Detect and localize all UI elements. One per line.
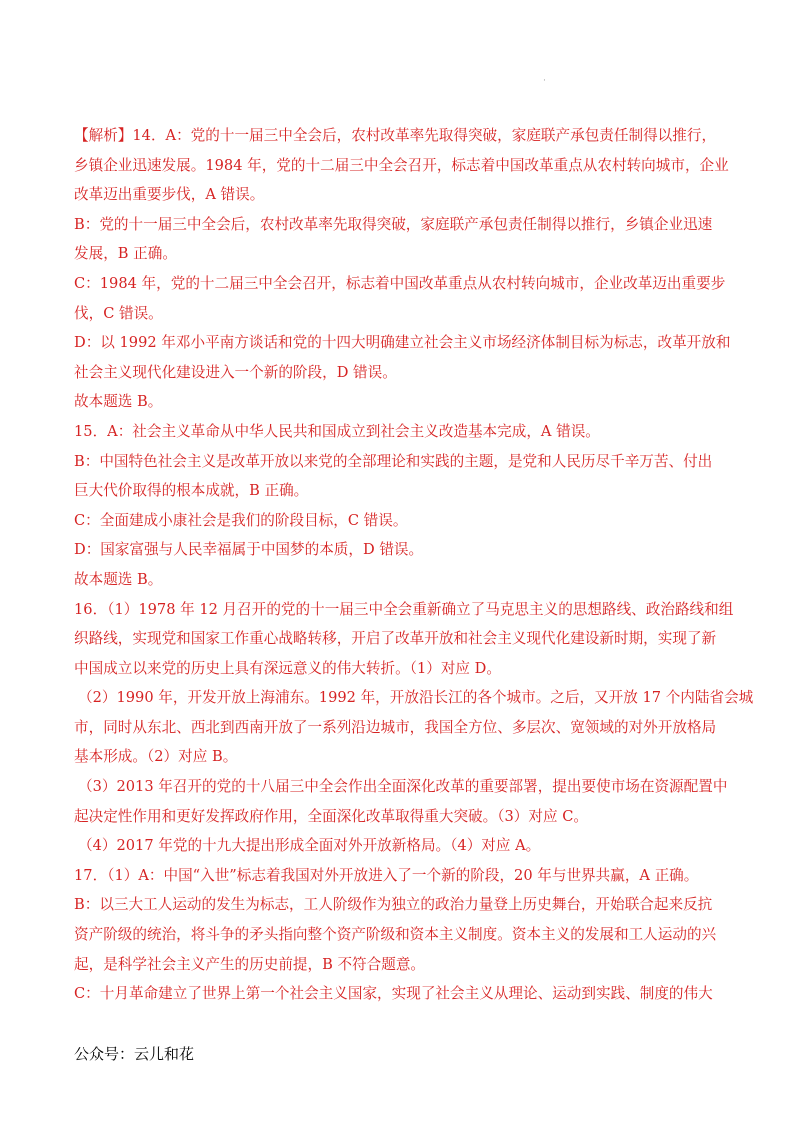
text-line: 17．（1）A：中国“入世”标志着我国对外开放进入了一个新的阶段，20 年与世界共赢，A 正确。 — [74, 866, 699, 884]
text-line: 故本题选 B。 — [74, 393, 163, 411]
text-line: B：中国特色社会主义是改革开放以来党的全部理论和实践的主题，是党和人民历尽千辛万苦、付出 — [74, 452, 713, 470]
text-line: （4）2017 年党的十九大提出形成全面对外开放新格局。（4）对应 A。 — [78, 837, 541, 855]
text-line: 伐，C 错误。 — [74, 304, 163, 322]
text-line: B：党的十一届三中全会后，农村改革率先取得突破，家庭联产承包责任制得以推行，乡镇企业迅速 — [74, 215, 713, 233]
text-line: 资产阶级的统治，将斗争的矛头指向整个资产阶级和资本主义制度。资本主义的发展和工人运动的兴 — [74, 926, 717, 944]
text-line: 起决定性作用和更好发挥政府作用，全面深化改革取得重大突破。（3）对应 C。 — [74, 807, 588, 825]
text-line: 发展，B 正确。 — [74, 245, 177, 263]
footer-account-label: 公众号：云儿和花 — [74, 1045, 195, 1063]
text-line: 织路线，实现党和国家工作重心战略转移，开启了改革开放和社会主义现代化建设新时期，实现了新 — [74, 630, 717, 648]
text-line: C：全面建成小康社会是我们的阶段目标，C 错误。 — [74, 511, 408, 529]
text-line: 15．A：社会主义革命从中华人民共和国成立到社会主义改造基本完成，A 错误。 — [74, 422, 600, 440]
text-line: C：十月革命建立了世界上第一个社会主义国家，实现了社会主义从理论、运动到实践、制度的伟大 — [74, 985, 713, 1003]
answer-explanation-text — [74, 121, 754, 1009]
text-line: 【解析】14．A：党的十一届三中全会后，农村改革率先取得突破，家庭联产承包责任制得以推行， — [74, 127, 717, 144]
text-line: 起，是科学社会主义产生的历史前提，B 不符合题意。 — [74, 955, 426, 973]
text-line: 中国成立以来党的历史上具有深远意义的伟大转折。（1）对应 D。 — [74, 659, 501, 677]
text-line: 社会主义现代化建设进入一个新的阶段，D 错误。 — [74, 363, 397, 381]
text-line: D：以 1992 年邓小平南方谈话和党的十四大明确建立社会主义市场经济体制目标为标志，改革开放和 — [74, 334, 731, 352]
text-line: 乡镇企业迅速发展。1984 年，党的十二届三中全会召开，标志着中国改革重点从农村转向城市，企业 — [74, 156, 729, 174]
text-line: 基本形成。（2）对应 B。 — [74, 748, 238, 766]
header-mark: · — [543, 76, 546, 86]
text-line: 巨大代价取得的根本成就，B 正确。 — [74, 482, 309, 500]
text-line: 16．（1）1978 年 12 月召开的党的十一届三中全会重新确立了马克思主义的思想路线、政治路线和组 — [74, 600, 734, 618]
text-line: （3）2013 年召开的党的十八届三中全会作出全面深化改革的重要部署，提出要使市场在资源配置中 — [78, 778, 728, 796]
text-line: B：以三大工人运动的发生为标志，工人阶级作为独立的政治力量登上历史舞台，开始联合起来反抗 — [74, 896, 713, 914]
text-line: C：1984 年，党的十二届三中全会召开，标志着中国改革重点从农村转向城市，企业改革迈出重要步 — [74, 274, 726, 292]
text-line: 市，同时从东北、西北到西南开放了一系列沿边城市，我国全方位、多层次、宽领域的对外开放格局 — [74, 718, 717, 736]
text-line: 故本题选 B。 — [74, 570, 163, 588]
text-line: D：国家富强与人民幸福属于中国梦的本质，D 错误。 — [74, 541, 424, 559]
text-line: （2）1990 年，开发开放上海浦东。1992 年，开放沿长江的各个城市。之后，又开放 17 个内陆省会城 — [78, 689, 754, 707]
text-line: 改革迈出重要步伐，A 错误。 — [74, 186, 265, 204]
